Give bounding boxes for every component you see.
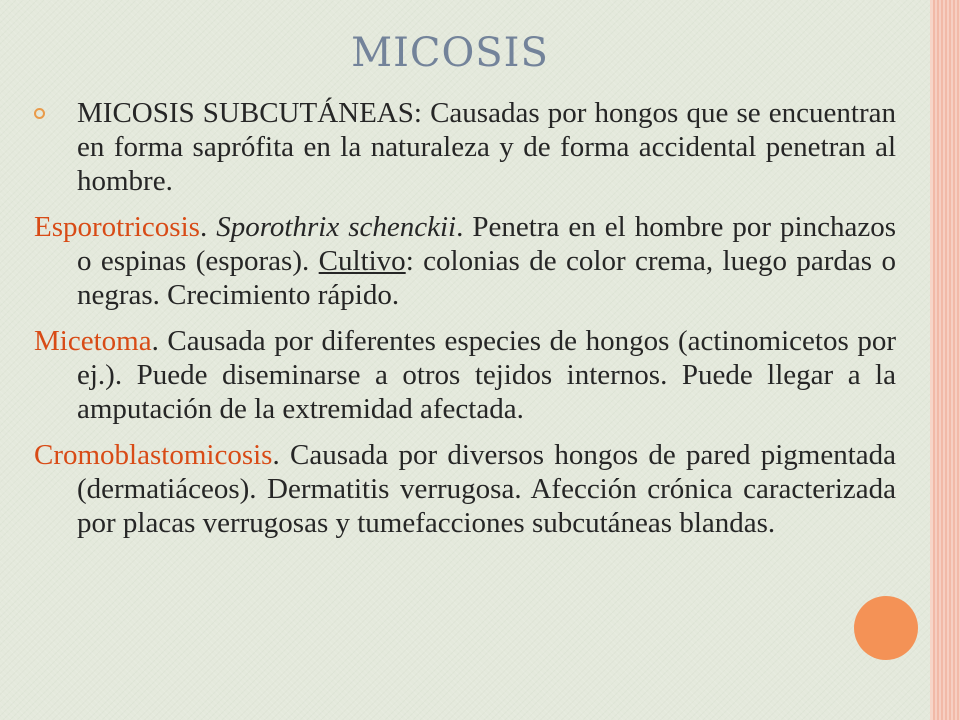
intro-text: : Causadas por hongos que se encuentran en forma saprófita en la naturaleza y de forma accidental penetran al hombre.: [77, 97, 896, 197]
bullet-icon: [34, 108, 45, 119]
species-name: Sporothrix schenckii: [216, 211, 457, 243]
term-micetoma: Micetoma: [34, 325, 152, 357]
cultivo-label: Cultivo: [318, 245, 406, 277]
text-segment: .: [199, 211, 217, 243]
term-esporotricosis: Esporotricosis: [34, 211, 200, 243]
right-border-pattern: [933, 0, 960, 720]
paragraph-cromoblastomicosis: [34, 438, 896, 540]
paragraph-esporotricosis: [34, 210, 896, 312]
term-cromoblastomicosis: Cromoblastomicosis: [34, 439, 273, 471]
text-segment: . Causada por diversos hongos de pared pigmentada (dermatiáceos). Dermatitis verrugosa. Afección crónica caracterizada por placas verrugosas y tumefacciones subcutáneas blandas.: [77, 439, 896, 539]
intro-term: MICOSIS SUBCUTÁNEAS: [77, 97, 414, 129]
decorative-orange-circle: [854, 596, 918, 660]
intro-paragraph: [34, 96, 896, 198]
text-segment: : colonias de color crema, luego pardas o negras. Crecimiento rápido.: [77, 245, 896, 311]
text-segment: . Penetra en el hombre por pinchazos o espinas (esporas).: [77, 211, 896, 277]
text-segment: . Causada por diferentes especies de hongos (actinomicetos por ej.). Puede diseminarse a otros tejidos internos. Puede llegar a la amputación de la extremidad afectada.: [77, 325, 896, 425]
paragraph-micetoma: [34, 324, 896, 426]
slide-title: MICOSIS: [351, 30, 549, 76]
slide-body: [34, 96, 896, 552]
